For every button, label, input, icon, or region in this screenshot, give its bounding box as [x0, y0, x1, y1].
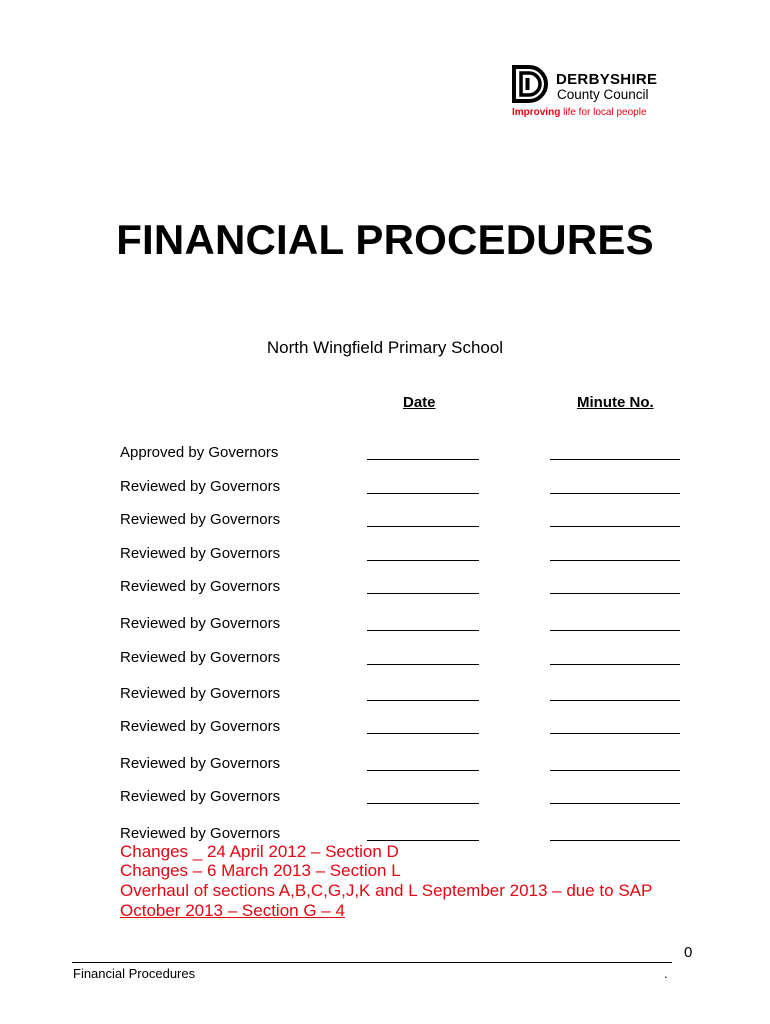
- minute-blank-line: [550, 664, 680, 665]
- table-row: [0, 578, 770, 598]
- table-row: [0, 685, 770, 705]
- tagline-bold: Improving: [512, 107, 561, 118]
- table-row: [0, 444, 770, 464]
- council-tagline: [512, 107, 647, 118]
- table-row: [0, 511, 770, 531]
- table-row: [0, 615, 770, 635]
- change-note-1: Changes _ 24 April 2012 – Section D: [120, 842, 399, 861]
- minute-blank-line: [550, 803, 680, 804]
- table-row: [0, 755, 770, 775]
- date-blank-line: [367, 526, 479, 527]
- table-row: [0, 478, 770, 498]
- date-blank-line: [367, 770, 479, 771]
- change-note-4: October 2013 – Section G – 4: [120, 901, 345, 920]
- tagline-rest: life for local people: [560, 107, 647, 118]
- row-label: Reviewed by Governors: [120, 825, 281, 842]
- document-title: FINANCIAL PROCEDURES: [116, 216, 654, 263]
- council-name-line1: DERBYSHIRE: [556, 71, 658, 88]
- date-blank-line: [367, 664, 479, 665]
- date-blank-line: [367, 493, 479, 494]
- date-blank-line: [367, 593, 479, 594]
- footer-title: Financial Procedures: [73, 966, 196, 981]
- table-row: [0, 718, 770, 738]
- minute-blank-line: [550, 700, 680, 701]
- minute-blank-line: [550, 593, 680, 594]
- date-blank-line: [367, 560, 479, 561]
- change-note-3: Overhaul of sections A,B,C,G,J,K and L September 2013 – due to SAP: [120, 881, 653, 900]
- minute-blank-line: [550, 840, 680, 841]
- date-blank-line: [367, 700, 479, 701]
- row-label: Reviewed by Governors: [120, 718, 281, 735]
- minute-blank-line: [550, 526, 680, 527]
- row-label: Reviewed by Governors: [120, 511, 281, 528]
- row-label: Reviewed by Governors: [120, 788, 281, 805]
- date-blank-line: [367, 803, 479, 804]
- row-label: Reviewed by Governors: [120, 649, 281, 666]
- minute-blank-line: [550, 733, 680, 734]
- table-row: [0, 545, 770, 565]
- table-row: [0, 649, 770, 669]
- minute-blank-line: [550, 493, 680, 494]
- date-column-header: Date: [403, 394, 436, 411]
- school-name: North Wingfield Primary School: [266, 338, 504, 357]
- minute-blank-line: [550, 560, 680, 561]
- footer-dot: .: [664, 966, 668, 981]
- derbyshire-dd-logo-icon: [511, 64, 551, 104]
- minute-blank-line: [550, 459, 680, 460]
- row-label: Reviewed by Governors: [120, 578, 281, 595]
- page-number: 0: [684, 944, 693, 961]
- row-label: Reviewed by Governors: [120, 545, 281, 562]
- row-label: Reviewed by Governors: [120, 615, 281, 632]
- date-blank-line: [367, 630, 479, 631]
- row-label: Approved by Governors: [120, 444, 279, 461]
- row-label: Reviewed by Governors: [120, 478, 281, 495]
- change-note-2: Changes – 6 March 2013 – Section L: [120, 861, 401, 880]
- table-row: [0, 788, 770, 808]
- row-label: Reviewed by Governors: [120, 685, 281, 702]
- date-blank-line: [367, 459, 479, 460]
- date-blank-line: [367, 733, 479, 734]
- footer-rule: [72, 962, 672, 963]
- date-blank-line: [367, 840, 479, 841]
- minute-blank-line: [550, 770, 680, 771]
- council-name-line2: County Council: [557, 87, 649, 102]
- minute-column-header: Minute No.: [577, 394, 654, 411]
- derbyshire-logo: [511, 64, 671, 120]
- minute-blank-line: [550, 630, 680, 631]
- row-label: Reviewed by Governors: [120, 755, 281, 772]
